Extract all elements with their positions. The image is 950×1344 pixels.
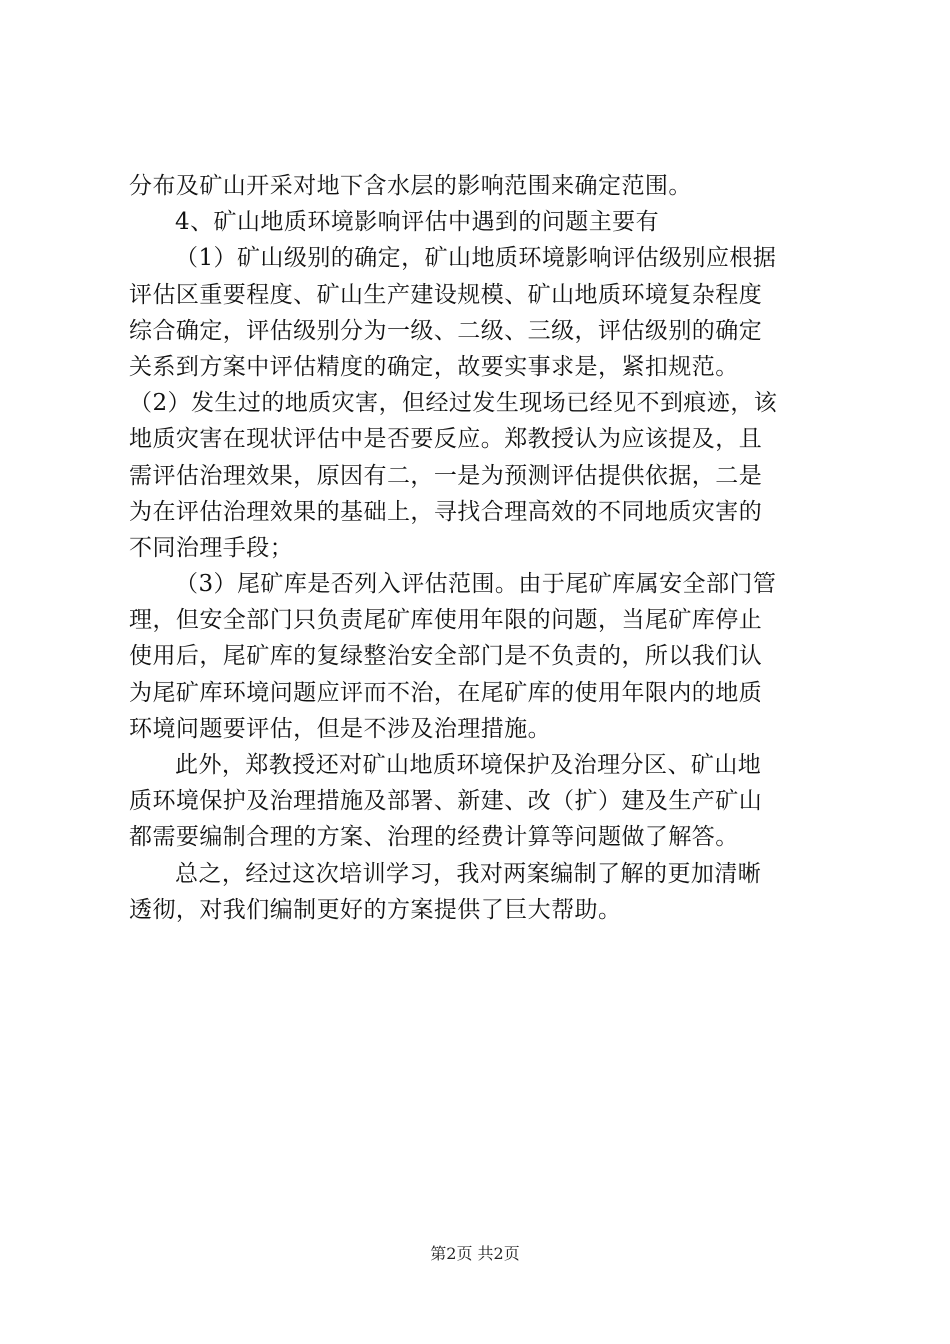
text-line: 为在评估治理效果的基础上，寻找合理高效的不同地质灾害的	[129, 498, 763, 525]
page-number-label: 第2页 共2页	[430, 1244, 520, 1263]
text-line: （1）矿山级别的确定，矿山地质环境影响评估级别应根据	[175, 245, 777, 272]
text-line: 此外，郑教授还对矿山地质环境保护及治理分区、矿山地	[175, 752, 762, 778]
text-line: 综合确定，评估级别分为一级、二级、三级，评估级别的确定	[129, 317, 763, 344]
text-line: 4、矿山地质环境影响评估中遇到的问题主要有	[175, 209, 660, 236]
text-line: 环境问题要评估，但是不涉及治理措施。	[129, 715, 552, 742]
text-line: 使用后，尾矿库的复绿整治安全部门是不负责的，所以我们认	[129, 643, 763, 670]
text-line: 透彻，对我们编制更好的方案提供了巨大帮助。	[129, 896, 622, 923]
text-line: （2）发生过的地质灾害，但经过发生现场已经见不到痕迹，该	[129, 390, 778, 417]
text-line: 分布及矿山开采对地下含水层的影响范围来确定范围。	[129, 173, 692, 199]
text-line: 评估区重要程度、矿山生产建设规模、矿山地质环境复杂程度	[129, 281, 763, 308]
text-line: 需评估治理效果，原因有二，一是为预测评估提供依据，二是	[129, 462, 763, 489]
text-line: 关系到方案中评估精度的确定，故要实事求是，紧扣规范。	[129, 353, 739, 380]
document-body	[129, 168, 841, 928]
text-line: 不同治理手段；	[129, 534, 294, 561]
page-footer	[0, 1243, 950, 1265]
text-line: 理，但安全部门只负责尾矿库使用年限的问题，当尾矿库停止	[129, 607, 763, 634]
text-line: 总之，经过这次培训学习，我对两案编制了解的更加清晰	[175, 860, 762, 887]
text-line: 为尾矿库环境问题应评而不治，在尾矿库的使用年限内的地质	[129, 679, 763, 706]
text-line: 质环境保护及治理措施及部署、新建、改（扩）建及生产矿山	[129, 788, 763, 815]
text-line: 都需要编制合理的方案、治理的经费计算等问题做了解答。	[129, 824, 739, 851]
text-line: （3）尾矿库是否列入评估范围。由于尾矿库属安全部门管	[175, 571, 777, 598]
text-line: 地质灾害在现状评估中是否要反应。郑教授认为应该提及，且	[129, 426, 763, 453]
